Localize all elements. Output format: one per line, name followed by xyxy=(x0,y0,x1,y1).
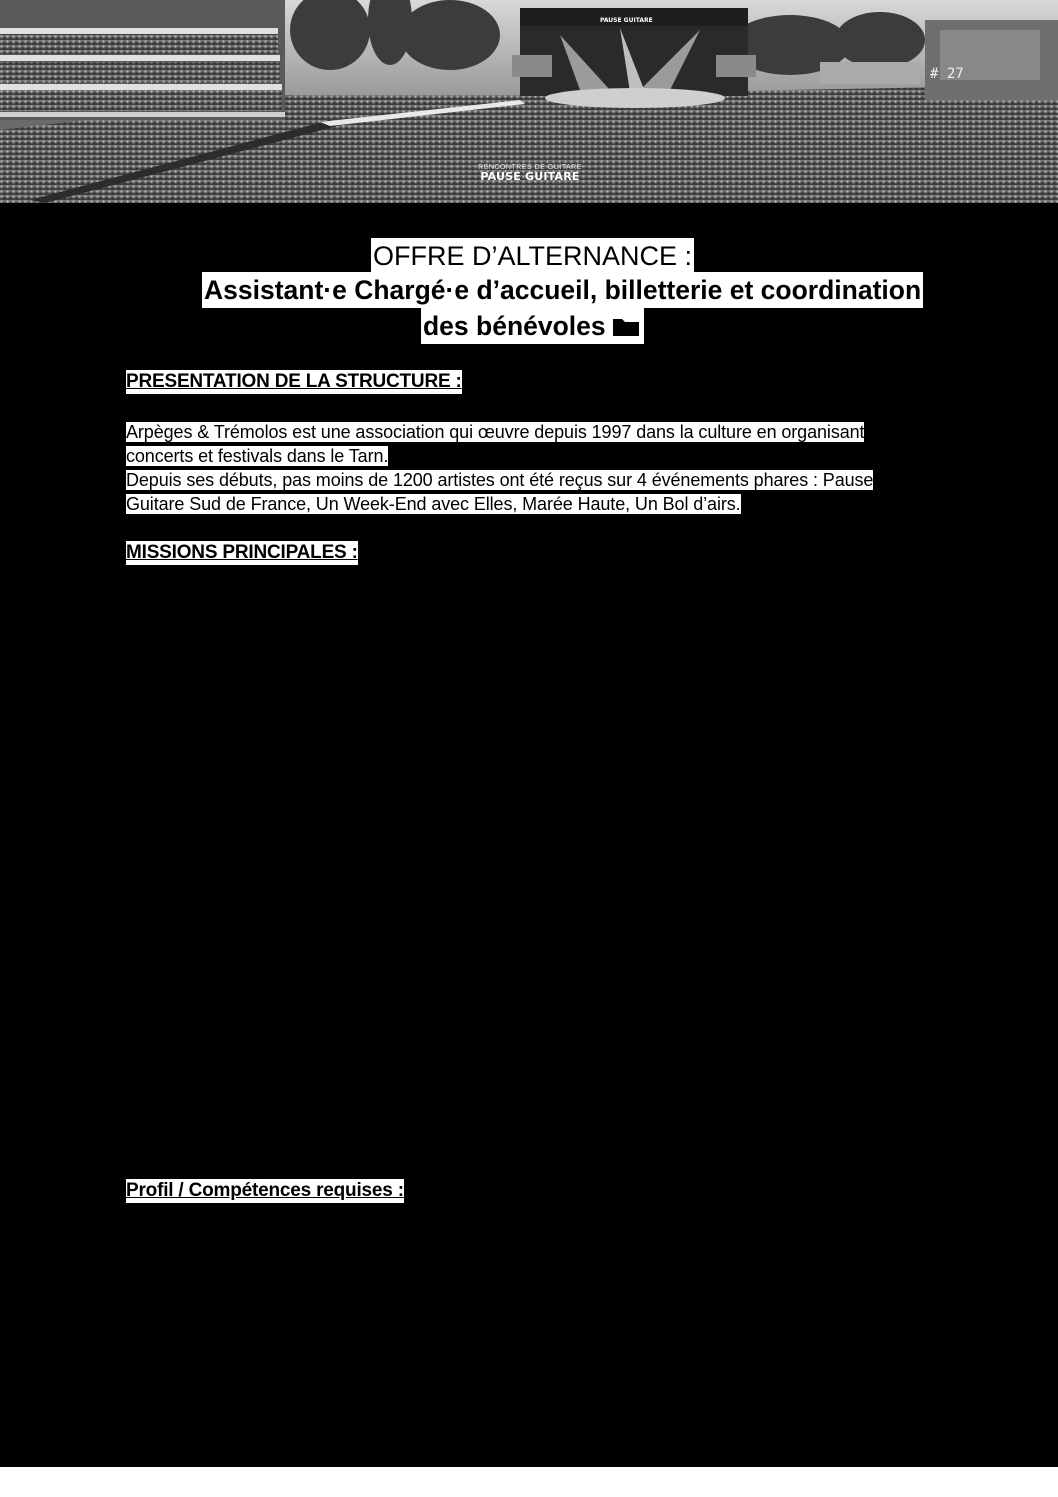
presentation-paragraph xyxy=(126,420,926,516)
presentation-line-3: Depuis ses débuts, pas moins de 1200 artistes ont été reçus sur 4 événements phares : Pause xyxy=(126,470,874,490)
festival-logo-title: PAUSE GUITARE xyxy=(480,170,580,183)
festival-logo-subtitle: RENCONTRES DE GUITARE xyxy=(478,164,582,171)
offer-title-line3 xyxy=(421,308,644,344)
offer-title-line2: Assistant·e Chargé·e d’accueil, billetterie et coordination xyxy=(202,272,923,308)
offer-title-line1: OFFRE D’ALTERNANCE : xyxy=(371,238,694,274)
page-bottom-margin xyxy=(0,1467,1058,1497)
presentation-line-2: concerts et festivals dans le Tarn. xyxy=(126,446,389,466)
presentation-heading: PRESENTATION DE LA STRUCTURE : xyxy=(126,371,462,392)
presentation-line-4: Guitare Sud de France, Un Week-End avec Elles, Marée Haute, Un Bol d’airs. xyxy=(126,494,741,514)
presentation-line-1: Arpèges & Trémolos est une association qui œuvre depuis 1997 dans la culture en organisant xyxy=(126,422,865,442)
missions-heading: MISSIONS PRINCIPALES : xyxy=(126,542,358,563)
building-sign: # 27 xyxy=(930,66,964,82)
profil-heading: Profil / Compétences requises : xyxy=(126,1180,404,1201)
banner-photo xyxy=(0,0,1058,203)
folder-icon xyxy=(612,317,640,337)
festival-logo xyxy=(470,164,590,182)
offer-title-line3-text: des bénévoles xyxy=(423,311,606,341)
stage-sign: PAUSE GUITARE xyxy=(600,17,653,24)
